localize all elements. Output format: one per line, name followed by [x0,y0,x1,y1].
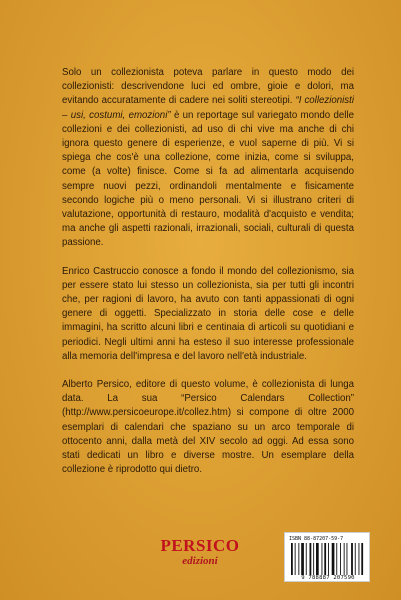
paragraph-1-body: è un reportage sul variegato mondo delle collezioni e dei collezionisti, ad uso di chi vive ma anche di chi ignora questo genere di esperienze, e vuol saperne di più. Vi si spiega che cos'è una collezione, come inizia, come si sviluppa, come (a volte) finisce. Come si fa ad alimentarla acquisendo sempre nuovi pezzi, ordinandoli mentalmente e fisicamente secondo logiche più o meno personali. Vi si illustrano criteri di valutazione, opportunità di restauro, modalità d'acquisto e vendita; ma anche gli aspetti razionali, irrazionali, sociali, culturali di questa passione. [62,109,354,249]
publisher-name: PERSICO [160,536,240,555]
ean-number: 9 788887 207590 [301,575,355,581]
publisher-subtitle: edizioni [182,555,218,567]
blurb-paragraph-2: Enrico Castruccio conosce a fondo il mondo del collezionismo, sia per essere stato lui stesso un collezionista, sia per tutti gli incontri che, per ragioni di lavoro, ha avuto con tanti appassionati di ogni genere di oggetti. Specializzato in storia delle cose e delle immagini, ha scritto alcuni libri e centinaia di articoli su quotidiani e periodici. Negli ultimi anni ha esteso il suo interesse professionale alla memoria dell'impresa e del lavoro nell'età industriale. [62,265,354,362]
book-title-italic: “I collezionisti – usi, costumi, emozioni” [62,95,354,121]
publisher-logo [160,537,240,567]
barcode-bars [291,543,365,575]
isbn-label: ISBN 88-87207-59-7 [289,536,344,542]
paragraph-1-intro: Solo un collezionista poteva parlare in questo modo dei collezionisti: descrivendone luci ed ombre, gioie e dolori, ma evitando accuratamente di cadere nei soliti stereotipi. [62,67,354,107]
blurb-text [62,66,354,491]
blurb-paragraph-1 [62,66,354,251]
blurb-paragraph-3: Alberto Persico, editore di questo volume, è collezionista di lunga data. La sua “Persico Calendars Collection” (http://www.persicoeurope.it/collez.htm) si compone di oltre 2000 esemplari di calendari che spaziano su un arco temporale di ottocento anni, dalla metà del XIV secolo ad oggi. Ad essa sono stati dedicati un libro e diverse mostre. Un esemplare della collezione è riprodotto qui dietro. [62,379,354,476]
isbn-barcode [284,532,370,582]
